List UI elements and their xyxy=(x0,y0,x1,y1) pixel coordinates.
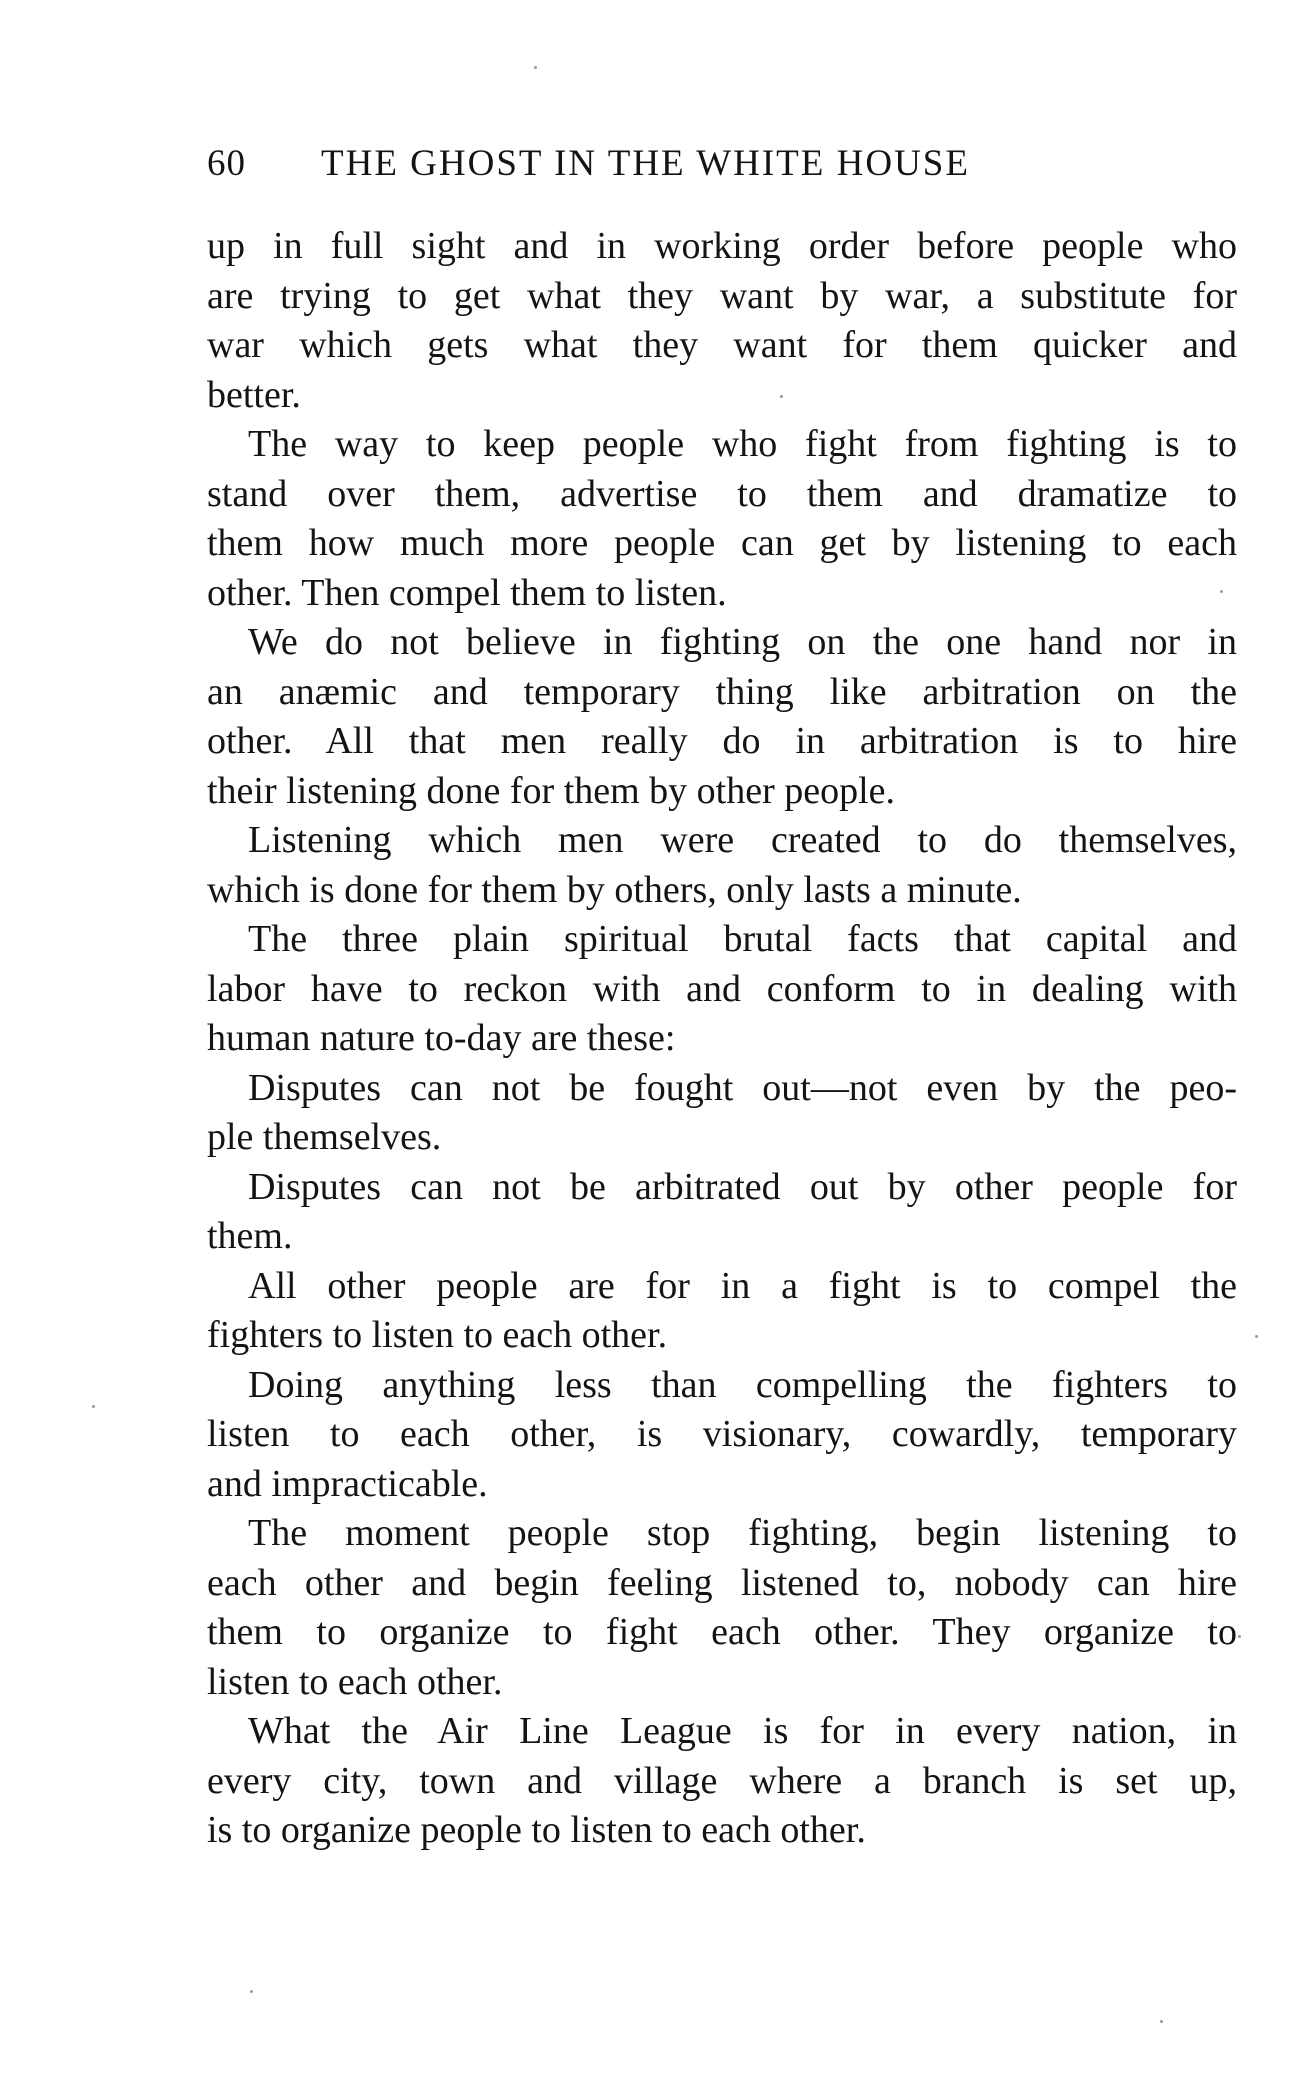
text-line: human nature to-day are these: xyxy=(207,1017,676,1059)
scan-speck xyxy=(534,66,537,69)
text-line: listen to each other, is visionary, cowardly, temporary xyxy=(207,1413,1237,1455)
text-line: Disputes can not be fought out—not even by the peo- xyxy=(248,1066,1237,1109)
text-line: their listening done for them by other people. xyxy=(207,769,896,812)
paragraph xyxy=(207,1163,1237,1262)
text-line: and impracticable. xyxy=(207,1462,488,1505)
text-line: better. xyxy=(207,373,301,416)
text-line: The way to keep people who fight from fighting is to xyxy=(248,423,1237,465)
text-line: them how much more people can get by listening to each xyxy=(207,522,1237,564)
text-line: war which gets what they want for them quicker and xyxy=(207,324,1237,366)
text-line: them to organize to fight each other. They organize to xyxy=(207,1611,1237,1653)
text-line: other. All that men really do in arbitration is to hire xyxy=(207,720,1237,762)
text-line: What the Air Line League is for in every nation, in xyxy=(248,1710,1237,1752)
paragraph xyxy=(207,816,1237,915)
scan-speck xyxy=(1220,590,1223,593)
text-line: an anæmic and temporary thing like arbitration on the xyxy=(207,670,1237,713)
text-line: labor have to reckon with and conform to in dealing with xyxy=(207,967,1237,1010)
scan-speck xyxy=(1160,2020,1163,2023)
text-line: ple themselves. xyxy=(207,1116,442,1158)
paragraph xyxy=(207,1064,1237,1163)
text-line: We do not believe in fighting on the one hand nor in xyxy=(248,621,1237,663)
text-line: them. xyxy=(207,1215,293,1257)
text-line: stand over them, advertise to them and dramatize to xyxy=(207,472,1237,515)
scan-speck xyxy=(780,395,783,398)
text-line: Listening which men were created to do themselves, xyxy=(248,819,1237,861)
text-line: are trying to get what they want by war, a substitute for xyxy=(207,274,1237,317)
running-title: THE GHOST IN THE WHITE HOUSE xyxy=(321,143,970,184)
paragraph xyxy=(207,1707,1237,1856)
page-number: 60 xyxy=(207,143,246,184)
running-head xyxy=(207,140,1237,188)
paragraph xyxy=(207,420,1237,618)
text-line: is to organize people to listen to each other. xyxy=(207,1809,866,1851)
scan-speck xyxy=(1238,1635,1241,1638)
scan-speck xyxy=(1255,1335,1258,1338)
paragraph xyxy=(207,915,1237,1064)
text-line: The three plain spiritual brutal facts that capital and xyxy=(248,918,1237,960)
text-line: The moment people stop fighting, begin listening to xyxy=(248,1512,1237,1554)
text-line: Doing anything less than compelling the fighters to xyxy=(248,1363,1237,1406)
text-line: fighters to listen to each other. xyxy=(207,1314,668,1356)
body-text xyxy=(207,222,1237,1856)
text-line: each other and begin feeling listened to, nobody can hire xyxy=(207,1561,1237,1604)
paragraph xyxy=(207,222,1237,420)
paragraph xyxy=(207,1509,1237,1707)
paragraph xyxy=(207,618,1237,816)
text-line: listen to each other. xyxy=(207,1660,503,1703)
text-line: other. Then compel them to listen. xyxy=(207,571,727,614)
paragraph xyxy=(207,1361,1237,1510)
scan-speck xyxy=(92,1405,95,1408)
scan-speck xyxy=(250,1990,253,1993)
text-line: All other people are for in a fight is to compel the xyxy=(248,1264,1237,1307)
paragraph xyxy=(207,1262,1237,1361)
text-line: which is done for them by others, only lasts a minute. xyxy=(207,868,1022,911)
text-line: every city, town and village where a branch is set up, xyxy=(207,1759,1237,1802)
text-line: Disputes can not be arbitrated out by other people for xyxy=(248,1165,1237,1208)
text-line: up in full sight and in working order before people who xyxy=(207,225,1237,267)
